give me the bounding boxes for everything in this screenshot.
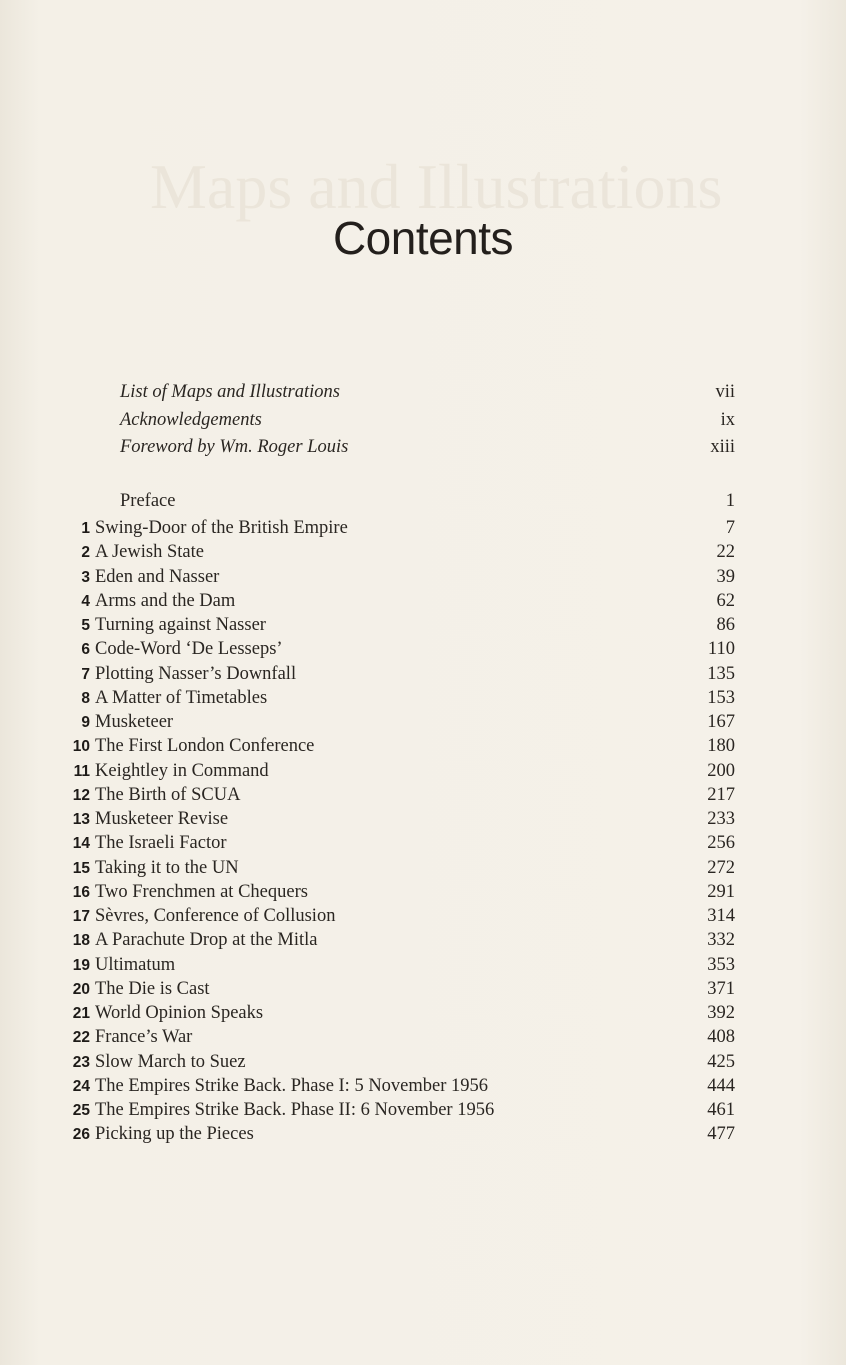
chapter-number: 3: [81, 568, 90, 586]
front-matter-label: List of Maps and Illustrations: [120, 382, 340, 402]
chapter-page: 217: [707, 784, 735, 805]
chapter-number: 9: [81, 714, 90, 731]
chapter-page: 272: [707, 857, 735, 878]
chapter-entry[interactable]: [62, 615, 735, 639]
chapter-number: 14: [72, 835, 90, 853]
chapter-entry[interactable]: [62, 1124, 735, 1148]
chapter-entry[interactable]: [62, 712, 735, 736]
chapter-page: 477: [707, 1124, 735, 1145]
chapter-title: Taking it to the UN: [95, 857, 239, 878]
chapter-entry[interactable]: [62, 833, 735, 857]
chapter-entry[interactable]: [62, 785, 735, 809]
bleed-through-text: Maps and Illustrations: [150, 151, 723, 222]
chapter-number: 18: [72, 932, 90, 950]
chapter-page: 332: [707, 930, 735, 951]
chapter-number: 26: [72, 1126, 90, 1144]
chapter-entry[interactable]: [62, 591, 735, 615]
chapter-entry[interactable]: [62, 906, 735, 930]
chapter-title: Ultimatum: [95, 954, 176, 975]
page-title: Contents: [332, 211, 514, 264]
front-matter-page: vii: [715, 382, 735, 402]
chapter-page: 256: [707, 833, 735, 854]
chapter-entry[interactable]: [62, 1100, 735, 1124]
chapter-title: Plotting Nasser’s Downfall: [95, 663, 297, 684]
chapter-page: 444: [707, 1075, 735, 1096]
chapter-title: Sèvres, Conference of Collusion: [95, 906, 336, 926]
chapter-page: 371: [707, 978, 735, 999]
chapter-entry[interactable]: [62, 567, 735, 591]
preface-entry[interactable]: [120, 491, 735, 512]
chapter-number: 11: [73, 762, 90, 780]
chapter-entry[interactable]: [62, 688, 735, 712]
chapter-entry[interactable]: [62, 1076, 735, 1100]
chapter-title: The Israeli Factor: [95, 833, 227, 854]
chapter-title: Keightley in Command: [95, 760, 269, 781]
chapter-number: 6: [81, 641, 90, 659]
chapter-number: 13: [72, 811, 90, 828]
chapter-entry[interactable]: [62, 882, 735, 906]
chapter-entry[interactable]: [62, 955, 735, 979]
chapter-entry[interactable]: [62, 736, 735, 760]
chapter-page: 135: [707, 663, 735, 684]
chapter-title: Arms and the Dam: [95, 590, 236, 611]
chapter-title: Musketeer: [95, 712, 174, 732]
chapter-entry[interactable]: [62, 542, 735, 566]
chapter-title: Two Frenchmen at Chequers: [95, 881, 308, 902]
chapter-title: The Birth of SCUA: [95, 784, 241, 805]
chapter-entry[interactable]: [62, 518, 735, 542]
chapter-number: 12: [72, 786, 90, 804]
chapter-page: 153: [707, 687, 735, 708]
chapter-number: 5: [81, 617, 90, 634]
front-matter-item[interactable]: [120, 382, 735, 410]
chapter-number: 8: [81, 689, 90, 707]
chapter-number: 23: [72, 1053, 90, 1071]
chapter-title: The Die is Cast: [95, 978, 210, 999]
chapter-number: 16: [72, 883, 90, 901]
chapter-entry[interactable]: [62, 809, 735, 833]
chapter-entry[interactable]: [62, 1027, 735, 1051]
chapter-number: 7: [81, 665, 90, 683]
chapter-entry[interactable]: [62, 979, 735, 1003]
chapter-title: Musketeer Revise: [95, 809, 229, 829]
chapter-number: 22: [72, 1029, 90, 1047]
chapter-page: 86: [716, 615, 735, 635]
chapter-entry[interactable]: [62, 1003, 735, 1027]
chapter-title: The First London Conference: [95, 736, 315, 757]
preface-label: Preface: [120, 491, 176, 511]
chapter-title: A Matter of Timetables: [95, 687, 268, 708]
chapter-page: 233: [707, 809, 735, 829]
chapter-entry[interactable]: [62, 761, 735, 785]
chapter-page: 461: [707, 1100, 735, 1120]
chapter-title: World Opinion Speaks: [95, 1003, 264, 1023]
chapter-page: 110: [707, 639, 735, 660]
chapter-entry[interactable]: [62, 858, 735, 882]
chapter-number: 10: [72, 738, 90, 756]
chapter-page: 180: [707, 736, 735, 757]
chapter-number: 19: [72, 956, 90, 974]
chapter-list: [62, 518, 735, 1149]
chapter-title: A Jewish State: [95, 542, 204, 563]
chapter-page: 39: [716, 566, 735, 587]
chapter-entry[interactable]: [62, 1052, 735, 1076]
chapter-page: 408: [707, 1027, 735, 1048]
front-matter-item[interactable]: [120, 410, 735, 438]
front-matter-page: ix: [720, 409, 735, 430]
chapter-page: 62: [716, 590, 735, 611]
chapter-title: Eden and Nasser: [95, 566, 220, 587]
front-matter-label: Acknowledgements: [120, 409, 262, 430]
chapter-page: 22: [716, 542, 735, 563]
chapter-entry[interactable]: [62, 930, 735, 954]
chapter-entry[interactable]: [62, 664, 735, 688]
chapter-title: Turning against Nasser: [95, 615, 266, 635]
chapter-number: 21: [72, 1005, 90, 1022]
chapter-number: 1: [81, 520, 90, 537]
chapter-page: 314: [707, 906, 735, 926]
chapter-title: The Empires Strike Back. Phase I: 5 November 1956: [95, 1075, 489, 1096]
front-matter-label: Foreword by Wm. Roger Louis: [120, 437, 349, 457]
preface-page: 1: [725, 491, 735, 511]
chapter-number: 17: [72, 908, 90, 925]
chapter-page: 167: [707, 712, 735, 732]
chapter-entry[interactable]: [62, 639, 735, 663]
chapter-number: 4: [81, 592, 90, 610]
front-matter-item[interactable]: [120, 437, 735, 465]
chapter-title: France’s War: [95, 1027, 193, 1048]
chapter-page: 425: [707, 1051, 735, 1072]
chapter-title: Swing-Door of the British Empire: [95, 518, 348, 538]
chapter-page: 200: [707, 760, 735, 781]
chapter-title: Slow March to Suez: [95, 1051, 246, 1072]
chapter-number: 15: [72, 859, 90, 877]
front-matter-page: xiii: [710, 437, 735, 457]
chapter-title: Picking up the Pieces: [95, 1124, 254, 1145]
chapter-number: 20: [72, 980, 90, 998]
chapter-page: 353: [707, 954, 735, 975]
chapter-title: Code-Word ‘De Lesseps’: [95, 639, 283, 660]
chapter-page: 291: [707, 881, 735, 902]
chapter-title: A Parachute Drop at the Mitla: [95, 930, 318, 951]
chapter-page: 7: [725, 518, 735, 538]
chapter-number: 2: [81, 544, 90, 562]
chapter-number: 24: [72, 1077, 90, 1095]
chapter-page: 392: [707, 1003, 735, 1023]
chapter-title: The Empires Strike Back. Phase II: 6 November 1956: [95, 1100, 495, 1120]
chapter-number: 25: [72, 1102, 90, 1119]
front-matter-list: [120, 382, 735, 465]
